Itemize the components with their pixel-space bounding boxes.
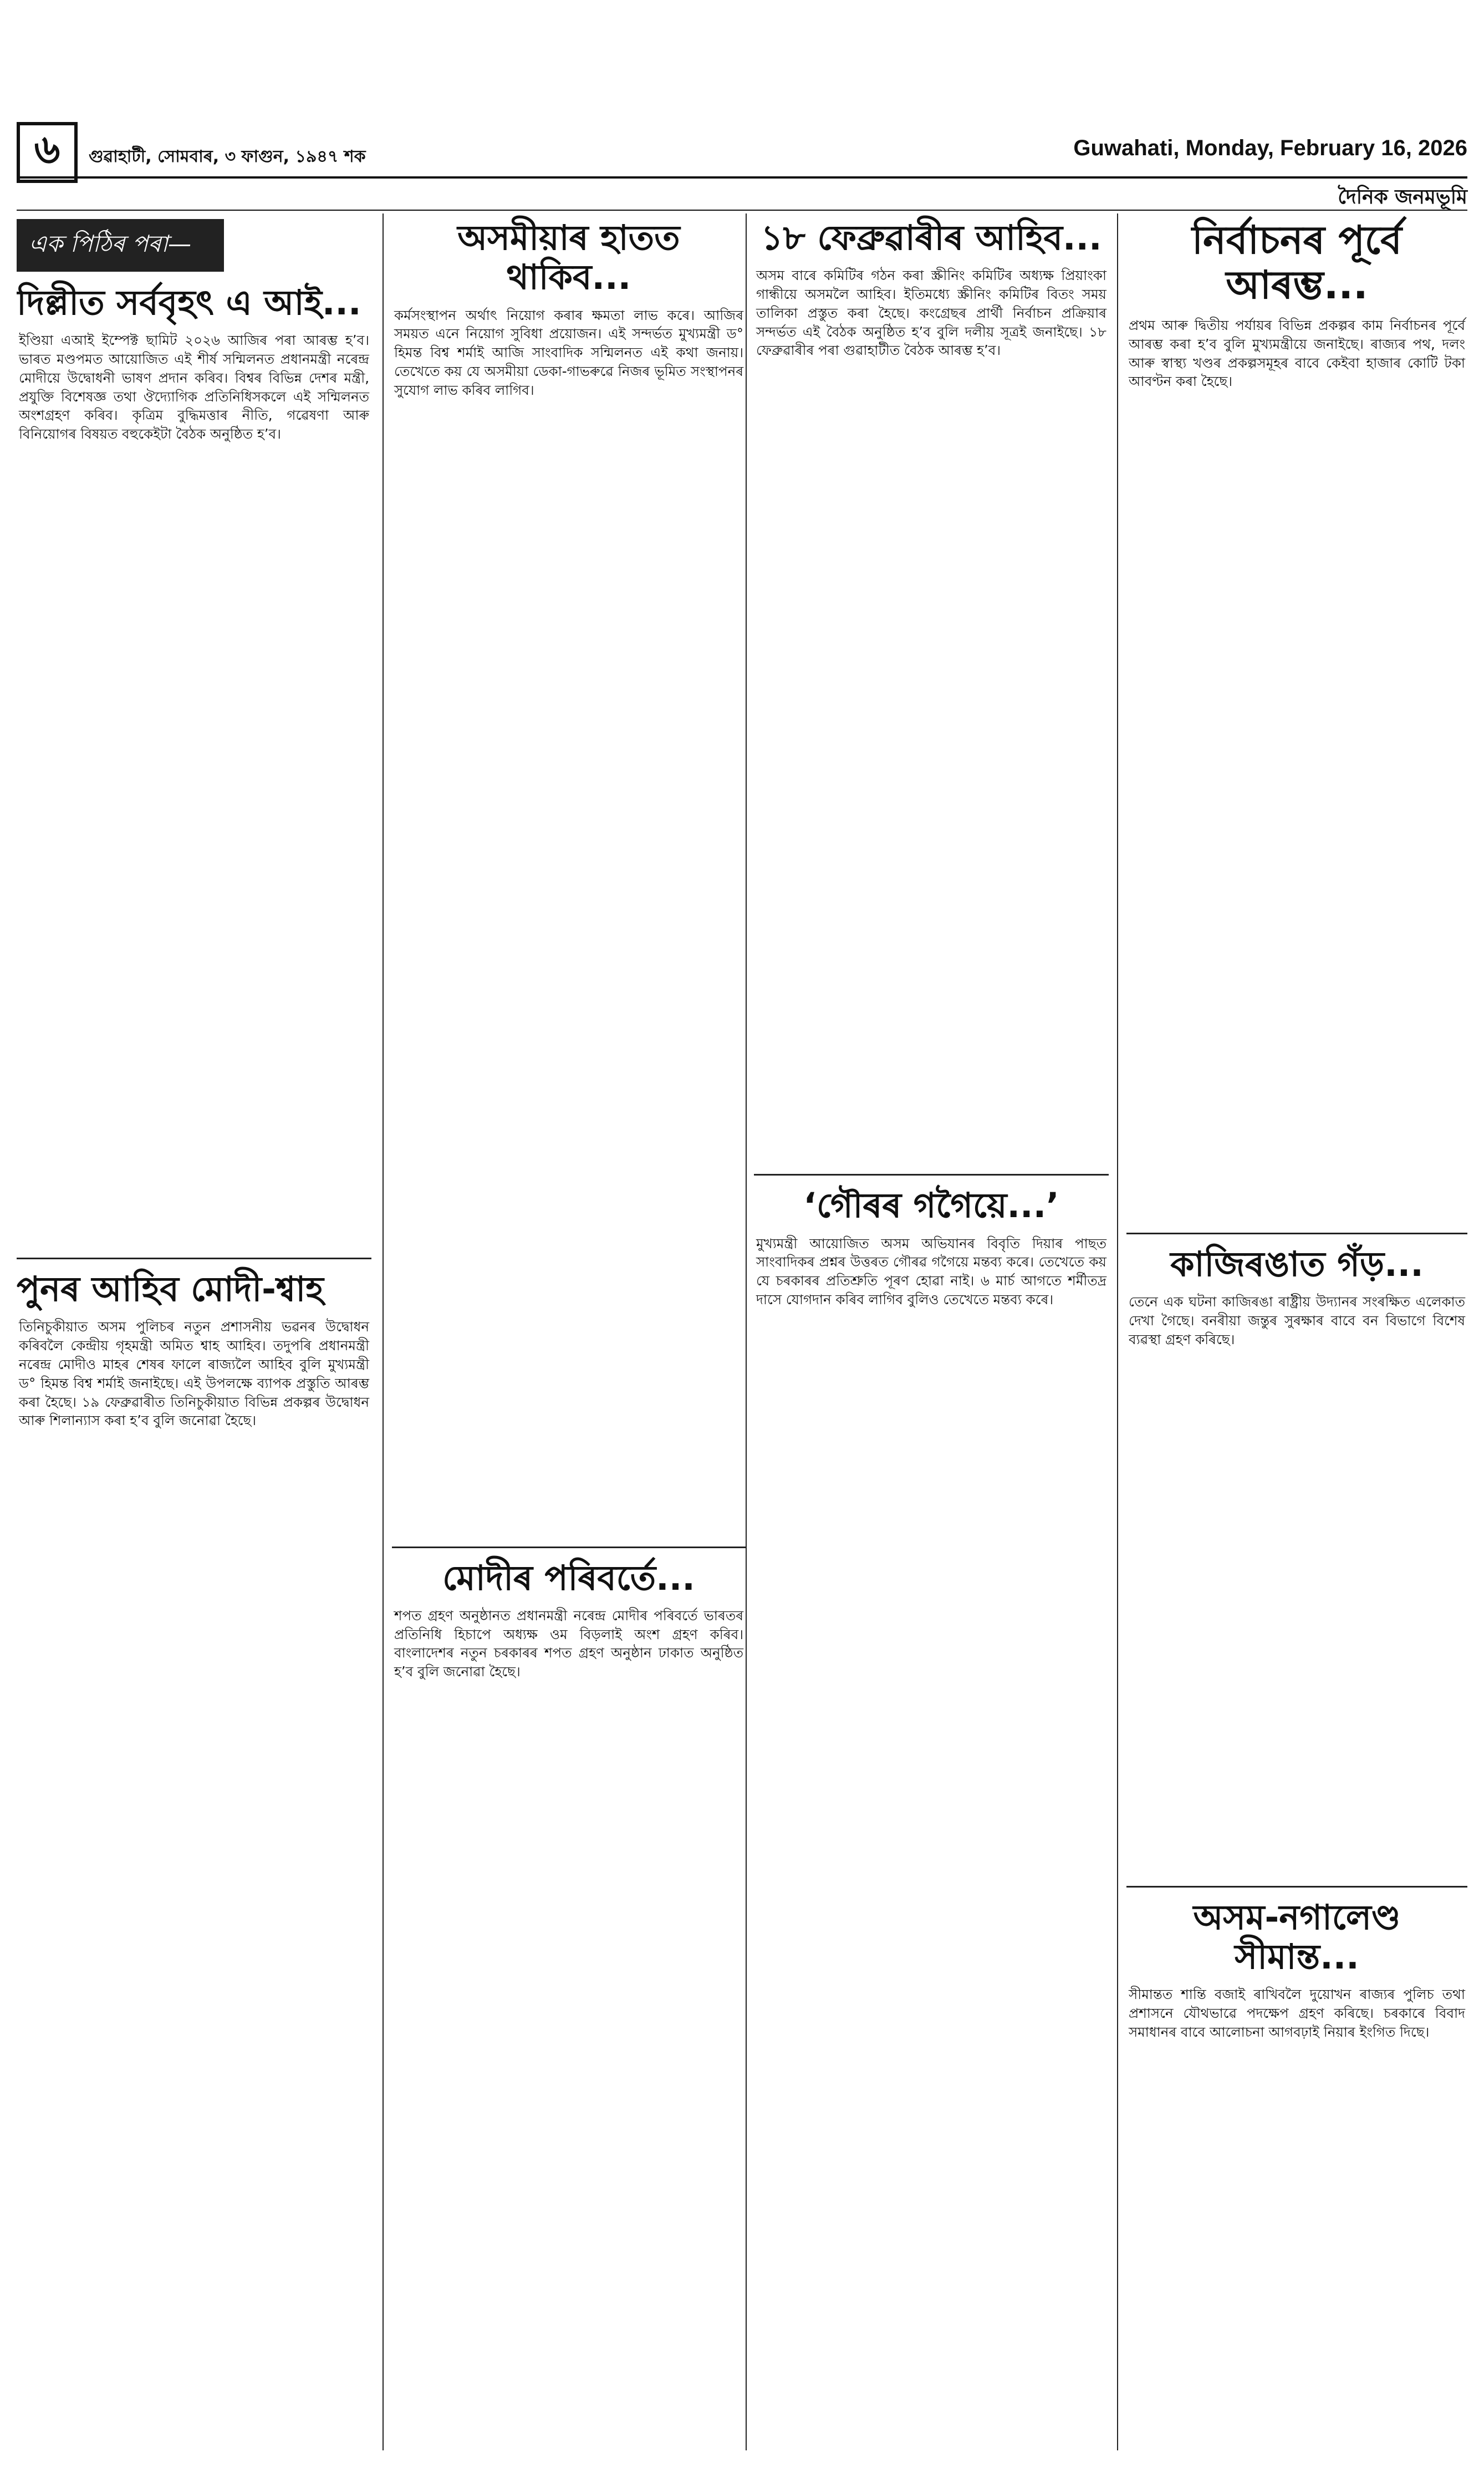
paper-name: দৈনিক জনমভূমি (1338, 186, 1467, 208)
divider (17, 1258, 371, 1259)
column-1 (17, 213, 371, 2450)
headline-before-election: নিৰ্বাচনৰ পূৰ্বে আৰম্ভ... (1191, 217, 1402, 308)
story-kaziranga-body: তেনে এক ঘটনা কাজিৰঙা ৰাষ্ট্ৰীয় উদ্যানৰ সংৰক্ষিত এলেকাত দেখা গৈছে। বনৰীয়া জন্তুৰ সুৰক্ষাৰ বাবে বন বিভাগে বিশেষ ব্যৱস্থা গ্ৰহণ কৰিছে। (1129, 1294, 1465, 1348)
headline-gaurav-gogoi: ‘গৌৰৰ গগৈয়ে...’ (803, 1185, 1059, 1226)
headline-assamese-hands: অসমীয়াৰ হাতত থাকিব... (457, 217, 680, 298)
dateline-assamese: গুৱাহাটী, সোমবাৰ, ৩ ফাগুন, ১৯৪৭ শক (89, 147, 366, 166)
masthead (17, 11, 1467, 172)
story-gaurav-gogoi-body: মুখ্যমন্ত্ৰী আয়োজিত অসম অভিযানৰ বিবৃতি দিয়াৰ পাছত সাংবাদিকৰ প্ৰশ্নৰ উত্তৰত গৌৰৱ গগৈয়ে মন্তব্য কৰে। তেখেতে কয় যে চৰকাৰৰ প্ৰতিশ্ৰুতি পূৰণ হোৱা নাই। ৬ মাৰ্চ আগতে শৰ্মীতদ্ৰ দাসে যোগদান কৰিব লাগিব বুলিও তেখেতে মন্তব্য কৰে। (756, 1235, 1106, 1308)
headline-feb-18: ১৮ ফেব্ৰুৱাৰীৰ আহিব... (761, 217, 1102, 258)
story-assam-nagaland-body: সীমান্তত শান্তি বজাই ৰাখিবলৈ দুয়োখন ৰাজ্যৰ পুলিচ তথা প্ৰশাসনে যৌথভাৱে পদক্ষেপ গ্ৰহণ কৰিছে। চৰকাৰে বিবাদ সমাধানৰ বাবে আলোচনা আগবঢ়াই নিয়াৰ ইংগিত দিছে। (1129, 1986, 1465, 2041)
divider (754, 1174, 1109, 1176)
dateline-english: Guwahati, Monday, February 16, 2026 (1073, 136, 1467, 160)
story-delhi-ai-body: ইণ্ডিয়া এআই ইম্পেক্ট ছামিট ২০২৬ আজিৰ পৰা আৰম্ভ হ’ব। ভাৰত মণ্ডপমত আয়োজিত এই শীৰ্ষ সন্মিলনত প্ৰধানমন্ত্ৰী নৰেন্দ্ৰ মোদীয়ে উদ্বোধনী ভাষণ প্ৰদান কৰিব। বিশ্বৰ বিভিন্ন দেশৰ মন্ত্ৰী, প্ৰযুক্তি বিশেষজ্ঞ তথা ঔদ্যোগিক প্ৰতিনিধিসকলে এই সন্মিলনত অংশগ্ৰহণ কৰিব। কৃত্ৰিম বুদ্ধিমত্তাৰ নীতি, গৱেষণা আৰু বিনিয়োগৰ বিষয়ত বহুকেইটা বৈঠক অনুষ্ঠিত হ’ব। (19, 332, 369, 442)
headline-assam-nagaland: অসম-নগালেণ্ড সীমান্ত... (1193, 1896, 1401, 1977)
section-tab-continued: এক পিঠিৰ পৰা— (17, 219, 224, 272)
story-assamese-hands-body: কৰ্মসংস্থাপন অৰ্থাৎ নিয়োগ কৰাৰ ক্ষমতা লাভ কৰে। আজিৰ সময়ত এনে নিয়োগ সুবিধা প্ৰয়োজন। এই সন্দৰ্ভত মুখ্যমন্ত্ৰী ড° হিমন্ত বিশ্ব শৰ্মাই আজি সাংবাদিক সন্মিলনত এই কথা জনায়। তেখেতে কয় যে অসমীয়া ডেকা-গাভৰুৱে নিজৰ ভূমিত সংস্থাপনৰ সুযোগ লাভ কৰিব লাগিব। (394, 307, 743, 398)
page-number: ৬ (17, 122, 78, 183)
story-instead-of-modi-body: শপত গ্ৰহণ অনুষ্ঠানত প্ৰধানমন্ত্ৰী নৰেন্দ্ৰ মোদীৰ পৰিবৰ্তে ভাৰতৰ প্ৰতিনিধি হিচাপে অধ্যক্ষ ওম বিড়লাই অংশ গ্ৰহণ কৰিব। বাংলাদেশৰ নতুন চৰকাৰৰ শপত গ্ৰহণ অনুষ্ঠান ঢাকাত অনুষ্ঠিত হ’ব বুলি জনোৱা হৈছে। (394, 1607, 743, 1680)
column-separator (746, 213, 754, 2450)
header-rule (17, 210, 1467, 211)
top-rule (17, 176, 1467, 179)
headline-instead-of-modi: মোদীৰ পৰিবৰ্তে... (442, 1557, 695, 1598)
divider (392, 1547, 746, 1548)
divider (1126, 1233, 1467, 1234)
headline-delhi-ai: দিল্লীত সৰ্ববৃহৎ এ আই... (17, 282, 361, 323)
column-2 (383, 213, 746, 2450)
story-feb-18-body: অসম বাৰে কমিটিৰ গঠন কৰা স্ক্ৰীনিং কমিটিৰ অধ্যক্ষ প্ৰিয়াংকা গান্ধীয়ে অসমলৈ আহিব। ইতিমধ্যে স্ক্ৰীনিং কমিটিৰ বিতং সময় তালিকা প্ৰস্তুত কৰা হৈছে। কংগ্ৰেছৰ প্ৰাৰ্থী নিৰ্বাচন প্ৰক্ৰিয়াৰ সন্দৰ্ভত এই বৈঠক অনুষ্ঠিত হ’ব বুলি দলীয় সূত্ৰই জনাইছে। ১৮ ফেব্ৰুৱাৰীৰ পৰা গুৱাহাটীত বৈঠক আৰম্ভ হ’ব। (756, 267, 1106, 359)
divider (1126, 1886, 1467, 1888)
story-modi-shah-body: তিনিচুকীয়াত অসম পুলিচৰ নতুন প্ৰশাসনীয় ভৱনৰ উদ্বোধন কৰিবলৈ কেন্দ্ৰীয় গৃহমন্ত্ৰী অমিত শ্বাহ আহিব। তদুপৰি প্ৰধানমন্ত্ৰী নৰেন্দ্ৰ মোদীও মাহৰ শেষৰ ফালে ৰাজ্যলৈ আহিব বুলি মুখ্যমন্ত্ৰী ড° হিমন্ত বিশ্ব শৰ্মাই জনাইছে। এই উপলক্ষে ব্যাপক প্ৰস্তুতি আৰম্ভ কৰা হৈছে। ১৯ ফেব্ৰুৱাৰীত তিনিচুকীয়াত বিভিন্ন প্ৰকল্পৰ উদ্বোধন আৰু শিলান্যাস কৰা হ’ব বুলি জনোৱা হৈছে। (19, 1319, 369, 1429)
column-4 (1117, 213, 1467, 2450)
column-3 (754, 213, 1109, 2450)
headline-modi-shah: পুনৰ আহিব মোদী-শ্বাহ (17, 1269, 324, 1310)
headline-kaziranga: কাজিৰঙাত গঁড়... (1170, 1244, 1424, 1285)
story-before-election-body: প্ৰথম আৰু দ্বিতীয় পৰ্যায়ৰ বিভিন্ন প্ৰকল্পৰ কাম নিৰ্বাচনৰ পূৰ্বে আৰম্ভ কৰা হ’ব বুলি মুখ্যমন্ত্ৰীয়ে জনাইছে। ৰাজ্যৰ পথ, দলং আৰু স্বাস্থ্য খণ্ডৰ প্ৰকল্পসমূহৰ বাবে কেইবা হাজাৰ কোটি টকা আবণ্টন কৰা হৈছে। (1129, 317, 1465, 390)
